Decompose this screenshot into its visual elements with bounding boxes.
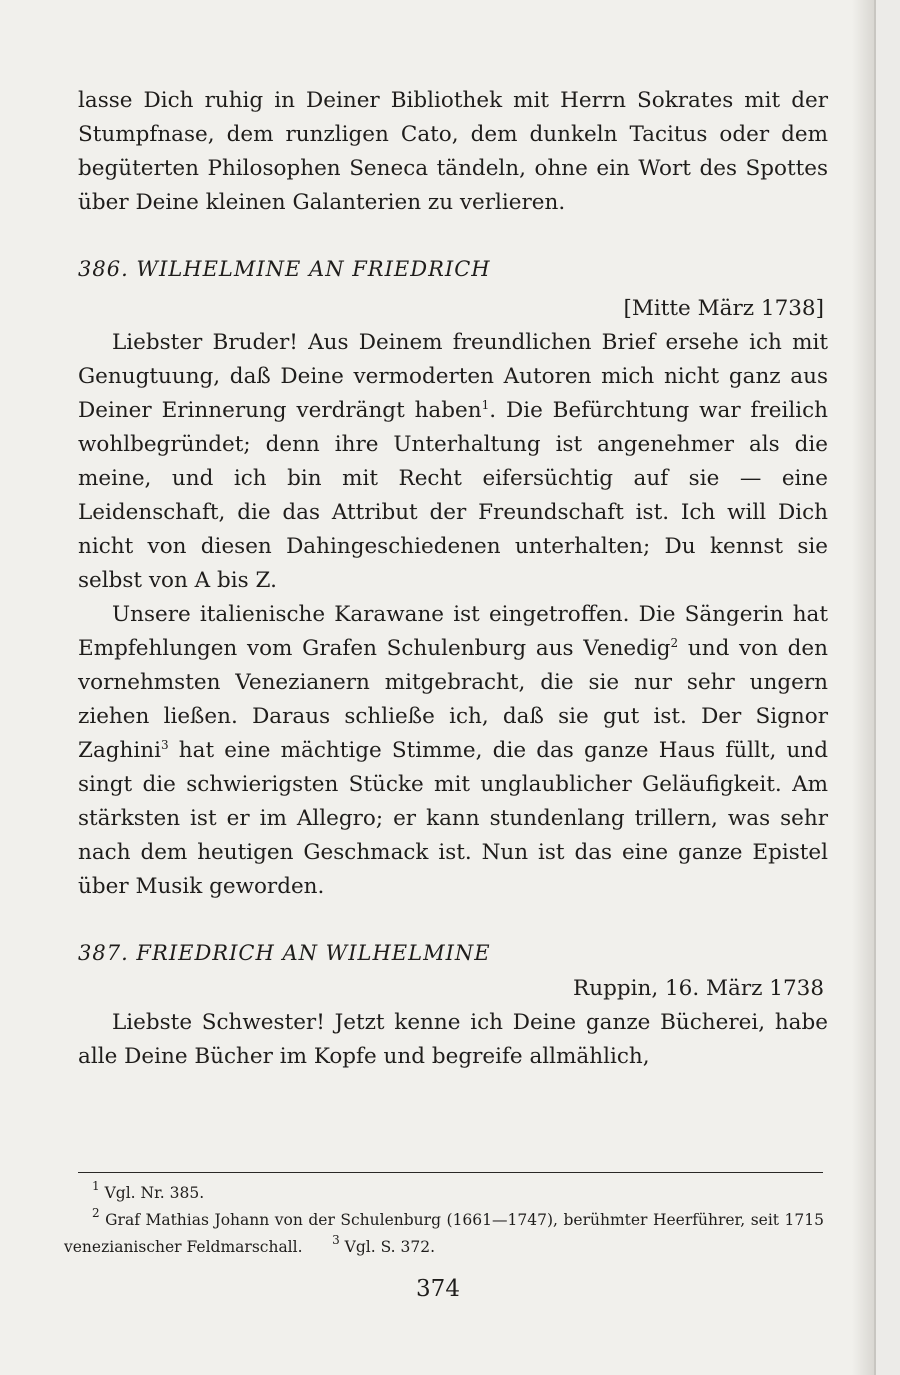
footnote-text: Vgl. Nr. 385. — [104, 1184, 205, 1202]
page-number: 374 — [416, 1276, 460, 1302]
page-edge-shadow — [852, 0, 874, 1375]
letter-387-heading: 387. FRIEDRICH AN WILHELMINE — [78, 941, 491, 965]
footnote-text: Graf Mathias Johann von der Schulenburg (1661—1747), berühmter Heerführer, seit 1715 venezianischer Feldmarschall. — [64, 1211, 824, 1256]
text-run: Liebster Bruder! Aus Deinem freundlichen Brief ersehe ich mit Genugtuung, daß Deine vermoderten Autoren mich nicht ganz aus Deiner Erinnerung verdrängt haben — [78, 330, 828, 423]
letter-386-dateline: [Mitte März 1738] — [623, 296, 824, 321]
footnote-mark: 3 — [332, 1233, 340, 1247]
footnote-ref-1: 1 — [481, 398, 490, 412]
footnote-2 — [64, 1207, 824, 1261]
main-text — [78, 84, 828, 1074]
letter-387-paragraph-1: Liebste Schwester! Jetzt kenne ich Deine ganze Bücherei, habe alle Deine Bücher im Kopfe und begreife allmählich, — [78, 1010, 828, 1069]
letter-386-paragraph-1 — [78, 326, 828, 598]
text-run: . Die Befürchtung war freilich wohlbegründet; denn ihre Unterhaltung ist angenehmer als die meine, und ich bin mit Recht eifersüchtig auf sie — eine Leidenschaft, die das Attribut der Freundschaft ist. Ich will Dich nicht von diesen Dahingeschiedenen unterhalten; Du kennst sie selbst von A bis Z. — [78, 398, 828, 593]
letter-386-paragraph-2 — [78, 598, 828, 904]
intro-paragraph: lasse Dich ruhig in Deiner Bibliothek mit Herrn Sokrates mit der Stumpfnase, dem runzligen Cato, dem dunkeln Tacitus oder dem begüterten Philosophen Seneca tändeln, ohne ein Wort des Spottes über Deine kleinen Galanterien zu verlieren. — [78, 88, 828, 215]
footnote-1 — [64, 1180, 824, 1207]
text-run: hat eine mächtige Stimme, die das ganze Haus füllt, und singt die schwierigsten Stücke mit unglaublicher Geläufigkeit. Am stärksten ist er im Allegro; er kann stundenlang trillern, was sehr nach dem heutigen Geschmack ist. Nun ist das eine ganze Epistel über Musik geworden. — [78, 738, 828, 899]
text-run: und von den vornehmsten Venezianern mitgebracht, die sie nur sehr ungern ziehen ließen. Daraus schließe ich, daß sie gut ist. Der Signor Zaghini — [78, 636, 829, 763]
letter-387-dateline: Ruppin, 16. März 1738 — [573, 976, 824, 1001]
letter-386-heading: 386. WILHELMINE AN FRIEDRICH — [78, 257, 491, 281]
text-run: Unsere italienische Karawane ist eingetroffen. Die Sängerin hat Empfehlungen vom Grafen Schulenburg aus Venedig — [78, 602, 828, 661]
footnote-mark: 1 — [92, 1179, 100, 1193]
footnote-ref-3: 3 — [160, 738, 169, 752]
footnote-3-text: Vgl. S. 372. — [344, 1238, 436, 1256]
footnote-divider — [78, 1172, 823, 1173]
footnote-ref-2: 2 — [670, 636, 679, 650]
footnote-mark: 2 — [92, 1206, 100, 1220]
footnotes — [64, 1180, 824, 1261]
